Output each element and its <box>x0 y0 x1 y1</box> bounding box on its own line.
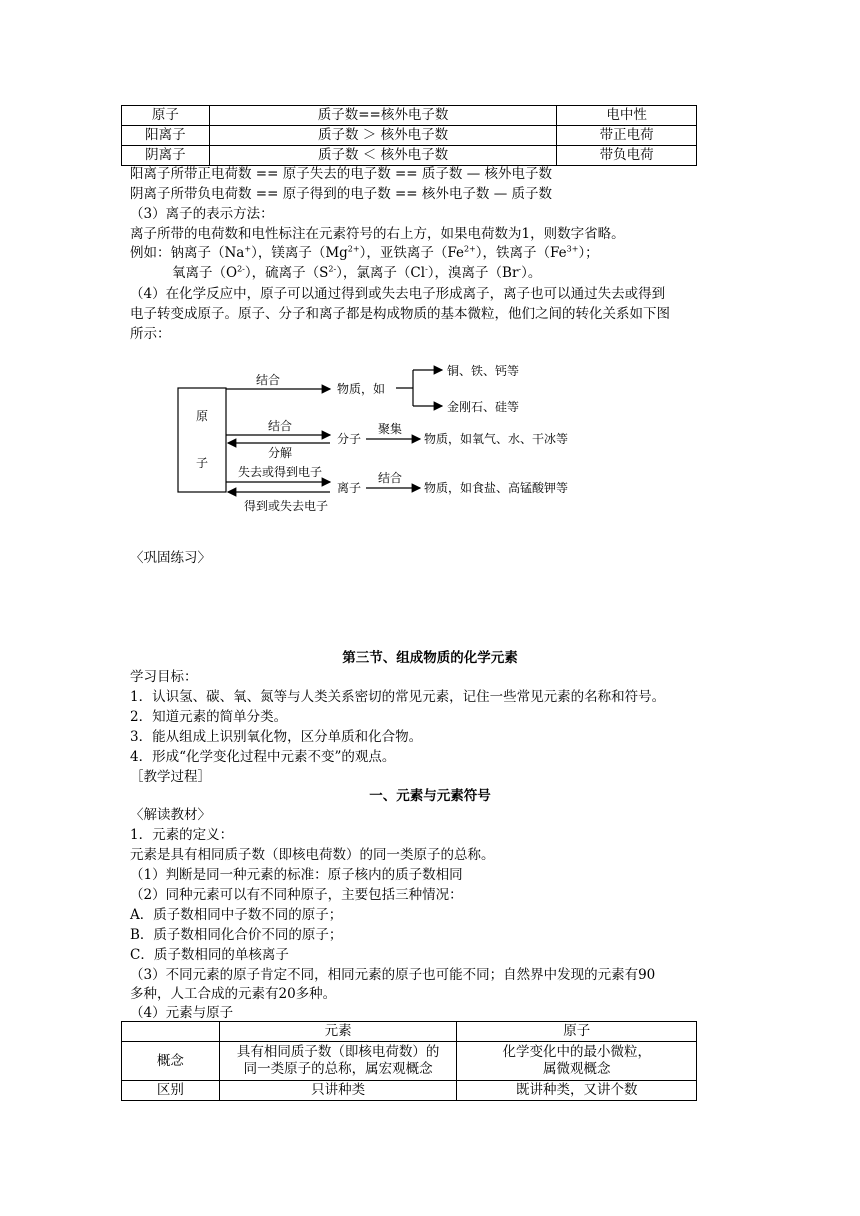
label-gain-lose: 得到或失去电子 <box>243 499 329 513</box>
text-line: 离子所带的电荷数和电性标注在元素符号的右上方，如果电荷数为1，则数字省略。 <box>130 226 625 242</box>
label-molecule: 分子 <box>337 432 362 446</box>
table-row <box>122 126 697 146</box>
text-line: 3．能从组成上识别氧化物，区分单质和化合物。 <box>130 729 423 745</box>
charge: - <box>425 264 428 274</box>
table-cell: 阳离子 <box>122 126 210 146</box>
ion-table <box>121 105 697 166</box>
text-line: （3）不同元素的原子肯定不同，相同元素的原子也可能不同；自然界中发现的元素有90 <box>130 967 656 983</box>
text-line: （3）离子的表示方法： <box>130 206 274 222</box>
text-line: 〈巩固练习〉 <box>130 550 211 566</box>
table-cell: 区别 <box>122 1081 220 1101</box>
table-cell: 质子数 ＜ 核外电子数 <box>209 146 556 166</box>
label-metals: 铜、铁、钙等 <box>447 364 520 378</box>
label-substance: 物质，如 <box>337 382 386 396</box>
text-line: 2．知道元素的简单分类。 <box>130 709 288 725</box>
text-line: ［教学过程］ <box>130 769 211 785</box>
table-cell: 带负电荷 <box>557 146 697 166</box>
table-cell: 质子数==核外电子数 <box>209 106 556 126</box>
table-cell: 元素 <box>219 1022 457 1042</box>
table-cell <box>457 1042 697 1081</box>
table-row <box>122 146 697 166</box>
example-line-1 <box>130 244 599 263</box>
element-atom-table <box>121 1021 697 1101</box>
table-row <box>122 106 697 126</box>
label-ion-substance: 物质，如食盐、高锰酸钾等 <box>424 481 569 495</box>
text: ）。 <box>521 265 542 281</box>
text-line: 4．形成“化学变化过程中元素不变”的观点。 <box>130 749 396 765</box>
table-cell: 阴离子 <box>122 146 210 166</box>
text-line: 阴离子所带负电荷数 == 原子得到的电子数 == 核外电子数 — 质子数 <box>130 186 552 202</box>
sub-title: 一、元素与元素符号 <box>369 788 491 804</box>
table-cell: 既讲种类，又讲个数 <box>457 1081 697 1101</box>
text-line: 元素是具有相同质子数（即核电荷数）的同一类原子的总称。 <box>130 847 495 863</box>
label-combine: 结合 <box>267 419 293 433</box>
charge: 3+ <box>566 244 579 254</box>
cell-line: 同一类原子的总称，属宏观概念 <box>243 1061 433 1077</box>
charge: 2+ <box>347 244 360 254</box>
label-ion: 离子 <box>337 481 362 495</box>
cell-line: 属微观概念 <box>542 1061 611 1077</box>
table-cell: 概念 <box>122 1042 220 1081</box>
atom-label-top: 原 <box>195 409 209 423</box>
text-line: 电子转变成原子。原子、分子和离子都是构成物质的基本微粒，他们之间的转化关系如下图 <box>130 306 670 322</box>
atom-label-bottom: 子 <box>195 456 209 470</box>
text: ），亚铁离子（Fe <box>359 245 464 261</box>
text-line: （4）在化学反应中，原子可以通过得到或失去电子形成离子，离子也可以通过失去或得到 <box>130 286 666 302</box>
label-combine: 结合 <box>255 373 281 387</box>
charge: + <box>244 244 252 254</box>
table-row <box>122 1081 697 1101</box>
text-line: 学习目标： <box>130 669 198 685</box>
text-line: 多种，人工合成的元素有20多种。 <box>130 986 337 1002</box>
text-line: C．质子数相同的单核离子 <box>130 947 289 963</box>
table-cell <box>219 1042 457 1081</box>
label-decompose: 分解 <box>267 446 293 460</box>
text: ），溴离子（Br <box>427 265 519 281</box>
charge: - <box>518 264 522 274</box>
table-cell: 原子 <box>457 1022 697 1042</box>
text: ），硫离子（S <box>244 265 329 281</box>
text-line: 所示： <box>130 326 171 342</box>
label-gather: 聚集 <box>377 422 403 436</box>
text-line: A．质子数相同中子数不同的原子； <box>130 907 343 923</box>
text: ），铁离子（Fe <box>475 245 567 261</box>
table-row <box>122 1042 697 1081</box>
label-combine: 结合 <box>377 471 403 485</box>
text: 例如： <box>130 245 171 261</box>
label-diamond: 金刚石、硅等 <box>447 400 520 414</box>
table-row <box>122 1022 697 1042</box>
text-line: （1）判断是同一种元素的标准：原子核内的质子数相同 <box>130 867 463 883</box>
section-title: 第三节、组成物质的化学元素 <box>342 650 518 666</box>
cell-line: 化学变化中的最小微粒， <box>502 1044 651 1060</box>
table-cell: 原子 <box>122 106 210 126</box>
table-cell: 只讲种类 <box>219 1081 457 1101</box>
atom-box <box>178 388 226 492</box>
text: 钠离子（Na <box>170 245 245 261</box>
text-line: （4）元素与原子 <box>130 1005 234 1021</box>
table-cell: 电中性 <box>557 106 697 126</box>
cell-line: 具有相同质子数（即核电荷数）的 <box>236 1044 440 1060</box>
charge: 2+ <box>463 244 476 254</box>
text-line: 1．认识氢、碳、氧、氮等与人类关系密切的常见元素，记住一些常见元素的名称和符号。 <box>130 689 666 705</box>
text: ），镁离子（Mg <box>251 245 348 261</box>
text-line: 〈解读教材〉 <box>130 807 211 823</box>
text: ），氯离子（Cl <box>336 265 426 281</box>
charge: 2- <box>328 264 337 274</box>
charge: 2- <box>237 264 245 274</box>
table-cell <box>122 1022 220 1042</box>
conversion-diagram <box>170 350 610 520</box>
text-line: 1．元素的定义： <box>130 827 234 843</box>
label-lose-gain: 失去或得到电子 <box>237 465 323 479</box>
table-cell: 质子数 ＞ 核外电子数 <box>209 126 556 146</box>
text-line: （2）同种元素可以有不同种原子，主要包括三种情况： <box>130 887 463 903</box>
text: ）； <box>578 245 599 261</box>
example-line-2 <box>172 264 541 283</box>
text-line: 阳离子所带正电荷数 == 原子失去的电子数 == 质子数 — 核外电子数 <box>130 166 552 182</box>
text-line: B．质子数相同化合价不同的原子； <box>130 927 343 943</box>
table-cell: 带正电荷 <box>557 126 697 146</box>
label-molecule-substance: 物质，如氧气、水、干冰等 <box>424 432 569 446</box>
text: 氧离子（O <box>172 265 238 281</box>
